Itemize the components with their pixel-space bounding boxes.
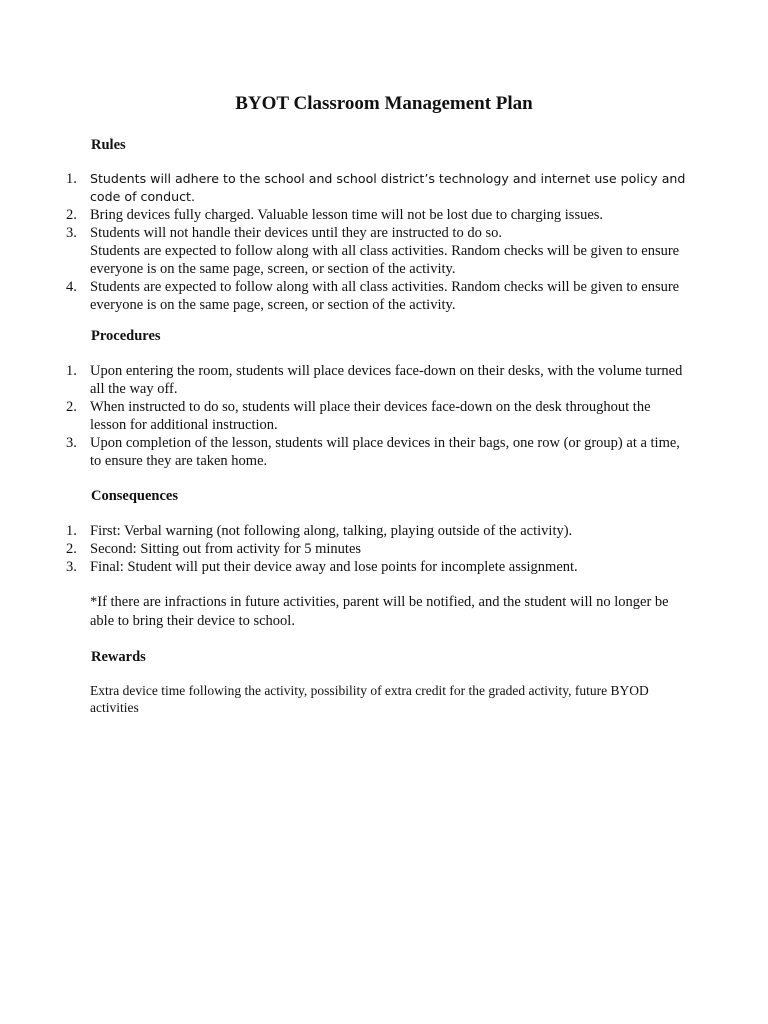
list-item: [66, 398, 686, 434]
list-item-number: 1.: [66, 171, 77, 187]
list-item: [66, 362, 686, 398]
list-item-number: 2.: [66, 207, 77, 223]
procedures-heading: Procedures: [91, 328, 161, 344]
list-item-number: 3.: [66, 435, 77, 451]
list-item-number: 1.: [66, 523, 77, 539]
list-item-text: Students are expected to follow along with all class activities. Random checks will be given to ensure everyone is on the same page, screen, or section of the activity.: [90, 243, 680, 277]
consequences-heading: Consequences: [91, 488, 179, 504]
list-item-text: Students are expected to follow along with all class activities. Random checks will be given to ensure everyone is on the same page, screen, or section of the activity.: [90, 279, 680, 313]
rewards-text: Extra device time following the activity, possibility of extra credit for the graded activity, future BYOD activities: [90, 683, 649, 715]
list-item-text: Upon entering the room, students will place devices face-down on their desks, with the volume turned all the way off.: [90, 363, 683, 397]
list-item: [66, 242, 686, 278]
rules-list: [66, 170, 686, 314]
list-item: [66, 206, 686, 224]
list-item-text: When instructed to do so, students will place their devices face-down on the desk throughout the lesson for additional instruction.: [90, 399, 651, 433]
list-item-text: Students will not handle their devices until they are instructed to do so.: [90, 225, 502, 241]
list-item: [66, 170, 686, 206]
list-item: [66, 558, 686, 576]
rules-heading: Rules: [91, 137, 126, 153]
list-item-text: Students will adhere to the school and school district’s technology and internet use policy and code of conduct.: [90, 171, 686, 204]
list-item-text: First: Verbal warning (not following along, talking, playing outside of the activity).: [90, 523, 573, 539]
list-item-text: Final: Student will put their device away and lose points for incomplete assignment.: [90, 559, 578, 575]
list-item-number: 2.: [66, 399, 77, 415]
rewards-heading: Rewards: [91, 649, 146, 665]
list-item-text: Upon completion of the lesson, students will place devices in their bags, one row (or group) at a time, to ensure they are taken home.: [90, 435, 680, 469]
procedures-list: [66, 362, 686, 470]
list-item-number: 1.: [66, 363, 77, 379]
list-item-text: Bring devices fully charged. Valuable lesson time will not be lost due to charging issues.: [90, 207, 604, 223]
consequences-note: *If there are infractions in future activities, parent will be notified, and the student will no longer be able to bring their device to school.: [90, 594, 669, 629]
list-item: [66, 522, 686, 540]
list-item-number: 2.: [66, 541, 77, 557]
list-item: [66, 224, 686, 242]
list-item: [66, 540, 686, 558]
list-item-number: 3.: [66, 225, 77, 241]
consequences-list: [66, 522, 686, 576]
list-item-number: 4.: [66, 279, 77, 295]
page-title: BYOT Classroom Management Plan: [235, 93, 533, 114]
list-item-number: 3.: [66, 559, 77, 575]
list-item-text: Second: Sitting out from activity for 5 minutes: [90, 541, 362, 557]
list-item: [66, 278, 686, 314]
list-item: [66, 434, 686, 470]
